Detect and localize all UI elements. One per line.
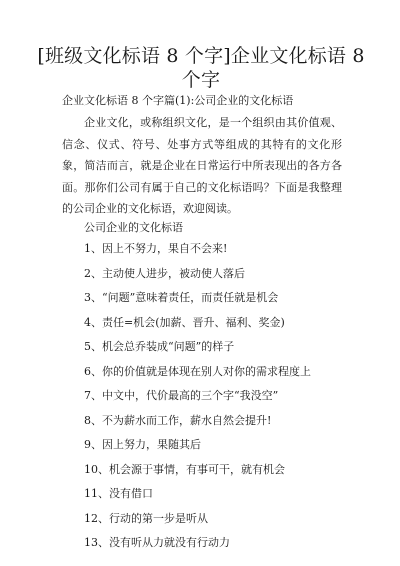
slogan-item: 5、机会总乔装成“问题”的样子 — [84, 340, 235, 353]
slogan-item: 9、因上努力，果随其后 — [84, 438, 201, 451]
slogan-item: 8、不为薪水而工作，薪水自然会提升! — [84, 413, 272, 427]
slogan-item: 7、中文中，代价最高的三个字“我没空” — [84, 389, 279, 402]
slogan-item: 1、因上不努力，果自不会来! — [84, 242, 228, 255]
document-title: [班级文化标语 8 个字]企业文化标语 8 个字 — [37, 45, 365, 91]
intro-paragraph: 企业文化，或称组织文化，是一个组织由其价值观、信念、仪式、符号、处事方式等组成的其特有的文化形象，简洁而言，就是企业在日常运行中所表现出的各方各面。那你们公司有属于自己的文化标语吗？下面是我整理的公司企业的文化标语，欢迎阅读。 — [62, 116, 342, 216]
slogan-item: 4、责任=机会(加薪、晋升、福利、奖金) — [84, 315, 285, 329]
slogan-item: 3、“问题”意味着责任，而责任就是机会 — [84, 291, 279, 304]
slogan-item: 6、你的价值就是体现在别人对你的需求程度上 — [84, 364, 311, 378]
document-subtitle: 企业文化标语 8 个字篇(1):公司企业的文化标语 — [62, 94, 294, 107]
slogan-item: 2、主动使人进步，被动使人落后 — [84, 266, 245, 280]
section-heading: 公司企业的文化标语 — [84, 221, 183, 234]
slogan-item: 10、机会源于事情，有事可干，就有机会 — [84, 462, 285, 476]
slogan-item: 12、行动的第一步是听从 — [84, 511, 208, 525]
slogan-item: 13、没有听从力就没有行动力 — [84, 536, 230, 549]
slogan-list — [84, 242, 311, 561]
slogan-item: 11、没有借口 — [84, 487, 153, 500]
